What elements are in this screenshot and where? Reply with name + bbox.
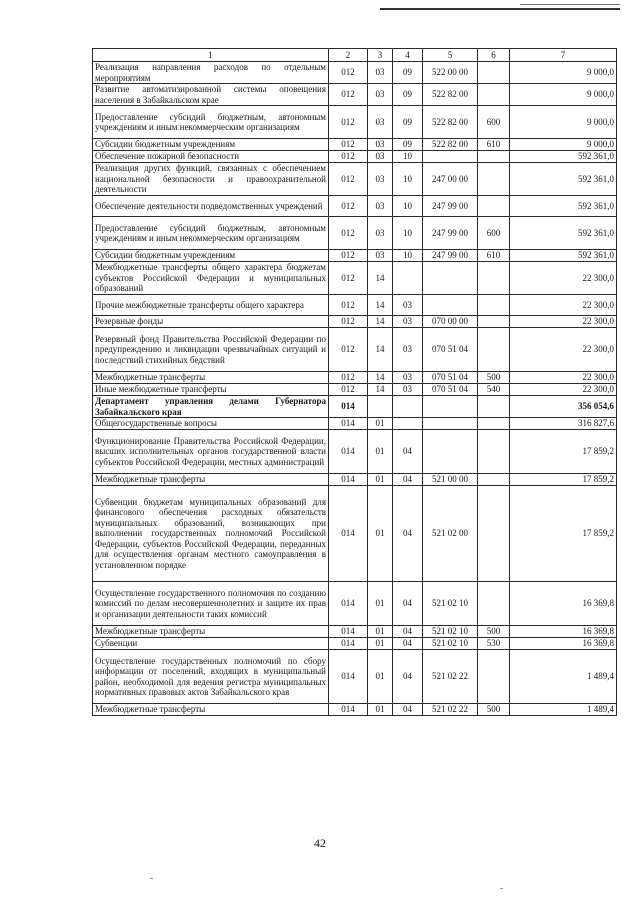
row-col-2: 014 — [329, 474, 368, 486]
row-col-3: 14 — [368, 384, 393, 396]
row-col-7: 16 369,8 — [510, 626, 617, 638]
table-row — [93, 582, 617, 626]
row-col-3: 01 — [368, 474, 393, 486]
row-col-4: 10 — [393, 163, 423, 196]
table-row — [93, 196, 617, 217]
row-col-6 — [478, 418, 510, 430]
row-col-3: 01 — [368, 626, 393, 638]
row-col-2: 014 — [329, 650, 368, 704]
row-col-3: 01 — [368, 418, 393, 430]
row-col-2: 012 — [329, 316, 368, 328]
row-col-5: 070 51 04 — [423, 328, 478, 372]
scan-speck — [150, 878, 153, 879]
row-col-7: 22 300,0 — [510, 372, 617, 384]
row-col-5: 521 02 22 — [423, 704, 478, 716]
row-name: Межбюджетные трансферты общего характера бюджетам субъектов Российской Федерации и муниципальных образований — [93, 262, 329, 295]
header-col-5: 5 — [423, 49, 478, 62]
row-col-7: 17 859,2 — [510, 486, 617, 582]
row-col-3: 03 — [368, 139, 393, 151]
row-col-6 — [478, 62, 510, 84]
row-col-5: 521 02 00 — [423, 486, 478, 582]
header-col-7: 7 — [510, 49, 617, 62]
row-col-5: 522 82 00 — [423, 139, 478, 151]
row-col-4: 09 — [393, 62, 423, 84]
row-col-7: 22 300,0 — [510, 295, 617, 316]
row-col-4: 04 — [393, 486, 423, 582]
header-col-4: 4 — [393, 49, 423, 62]
row-col-4: 10 — [393, 151, 423, 163]
row-col-7: 592 361,0 — [510, 151, 617, 163]
row-col-4: 04 — [393, 582, 423, 626]
row-name: Прочие межбюджетные трансферты общего характера — [93, 295, 329, 316]
table-row — [93, 650, 617, 704]
row-col-3: 03 — [368, 151, 393, 163]
row-col-7: 9 000,0 — [510, 139, 617, 151]
row-col-2: 012 — [329, 84, 368, 106]
row-col-4 — [393, 262, 423, 295]
table-row — [93, 316, 617, 328]
row-col-6 — [478, 84, 510, 106]
row-col-7: 17 859,2 — [510, 474, 617, 486]
row-col-7: 22 300,0 — [510, 328, 617, 372]
row-col-5: 247 99 00 — [423, 250, 478, 262]
table-row — [93, 106, 617, 139]
row-col-4: 10 — [393, 196, 423, 217]
row-col-3: 14 — [368, 262, 393, 295]
row-name: Реализация других функций, связанных с обеспечением национальной безопасности и правоохранительной деятельности — [93, 163, 329, 196]
row-col-6 — [478, 316, 510, 328]
row-col-4: 03 — [393, 316, 423, 328]
row-col-4: 09 — [393, 84, 423, 106]
row-col-3: 01 — [368, 704, 393, 716]
row-col-6 — [478, 295, 510, 316]
row-col-4: 09 — [393, 139, 423, 151]
table-row — [93, 250, 617, 262]
row-name: Иные межбюджетные трансферты — [93, 384, 329, 396]
row-col-6 — [478, 486, 510, 582]
table-row — [93, 704, 617, 716]
row-col-5: 521 02 10 — [423, 582, 478, 626]
row-name: Осуществление государственного полномочия по созданию комиссий по делам несовершеннолетних и защите их прав и организации деятельности таких комиссий — [93, 582, 329, 626]
row-col-4 — [393, 396, 423, 418]
row-col-5: 247 99 00 — [423, 196, 478, 217]
table-header-row — [93, 49, 617, 62]
row-col-2: 012 — [329, 262, 368, 295]
row-col-4: 04 — [393, 704, 423, 716]
row-col-7: 9 000,0 — [510, 84, 617, 106]
row-col-4: 04 — [393, 650, 423, 704]
row-col-6 — [478, 582, 510, 626]
row-col-5: 522 00 00 — [423, 62, 478, 84]
row-col-4 — [393, 418, 423, 430]
table-row — [93, 430, 617, 474]
row-col-4: 03 — [393, 384, 423, 396]
row-col-3 — [368, 396, 393, 418]
table-row — [93, 328, 617, 372]
row-col-6: 600 — [478, 106, 510, 139]
row-col-5: 070 51 04 — [423, 372, 478, 384]
row-name: Межбюджетные трансферты — [93, 474, 329, 486]
row-col-6: 610 — [478, 250, 510, 262]
row-col-2: 014 — [329, 582, 368, 626]
row-col-5: 070 51 04 — [423, 384, 478, 396]
row-col-5 — [423, 430, 478, 474]
row-col-2: 012 — [329, 151, 368, 163]
header-col-1: 1 — [93, 49, 329, 62]
row-col-4: 04 — [393, 430, 423, 474]
row-name: Предоставление субсидий бюджетным, автономным учреждениям и иным некоммерческим организациям — [93, 106, 329, 139]
row-col-3: 03 — [368, 163, 393, 196]
row-col-5 — [423, 295, 478, 316]
row-col-6 — [478, 396, 510, 418]
row-col-6 — [478, 262, 510, 295]
top-rule — [380, 8, 620, 10]
row-col-5: 070 00 00 — [423, 316, 478, 328]
row-col-7: 1 489,4 — [510, 704, 617, 716]
table-row — [93, 384, 617, 396]
row-col-7: 22 300,0 — [510, 384, 617, 396]
row-col-7: 356 054,6 — [510, 396, 617, 418]
row-col-4: 03 — [393, 295, 423, 316]
row-col-5: 522 82 00 — [423, 84, 478, 106]
row-name: Общегосударственные вопросы — [93, 418, 329, 430]
scan-speck — [500, 888, 503, 889]
row-col-5 — [423, 396, 478, 418]
row-col-3: 01 — [368, 638, 393, 650]
row-col-6: 610 — [478, 139, 510, 151]
row-col-2: 014 — [329, 396, 368, 418]
row-col-2: 014 — [329, 486, 368, 582]
row-col-6 — [478, 474, 510, 486]
row-col-7: 592 361,0 — [510, 163, 617, 196]
table-row — [93, 217, 617, 250]
row-col-2: 014 — [329, 430, 368, 474]
row-col-7: 22 300,0 — [510, 262, 617, 295]
header-col-6: 6 — [478, 49, 510, 62]
row-col-6 — [478, 151, 510, 163]
row-col-3: 14 — [368, 295, 393, 316]
row-col-5: 522 82 00 — [423, 106, 478, 139]
row-col-3: 14 — [368, 328, 393, 372]
row-col-5: 521 02 10 — [423, 638, 478, 650]
table-body — [93, 62, 617, 716]
row-col-3: 14 — [368, 372, 393, 384]
row-col-7: 592 361,0 — [510, 250, 617, 262]
row-col-4: 09 — [393, 106, 423, 139]
row-col-7: 592 361,0 — [510, 217, 617, 250]
header-col-2: 2 — [329, 49, 368, 62]
row-name: Субсидии бюджетным учреждениям — [93, 139, 329, 151]
table-row — [93, 84, 617, 106]
row-col-2: 012 — [329, 139, 368, 151]
row-name: Межбюджетные трансферты — [93, 372, 329, 384]
row-col-4: 04 — [393, 626, 423, 638]
row-col-3: 01 — [368, 650, 393, 704]
table-row — [93, 62, 617, 84]
row-name: Субсидии бюджетным учреждениям — [93, 250, 329, 262]
table-row — [93, 139, 617, 151]
row-col-4: 10 — [393, 217, 423, 250]
row-col-6: 600 — [478, 217, 510, 250]
table-row — [93, 262, 617, 295]
row-col-4: 10 — [393, 250, 423, 262]
row-col-2: 012 — [329, 217, 368, 250]
table-row — [93, 295, 617, 316]
row-col-2: 012 — [329, 372, 368, 384]
row-name: Межбюджетные трансферты — [93, 704, 329, 716]
row-col-3: 01 — [368, 430, 393, 474]
row-col-2: 012 — [329, 384, 368, 396]
table-row — [93, 486, 617, 582]
row-col-3: 01 — [368, 582, 393, 626]
table-row — [93, 638, 617, 650]
row-col-2: 014 — [329, 704, 368, 716]
table-row — [93, 151, 617, 163]
table-row — [93, 474, 617, 486]
table-row — [93, 418, 617, 430]
row-name: Межбюджетные трансферты — [93, 626, 329, 638]
row-col-4: 04 — [393, 638, 423, 650]
row-col-5 — [423, 418, 478, 430]
row-col-5: 521 02 10 — [423, 626, 478, 638]
row-col-7: 9 000,0 — [510, 62, 617, 84]
row-col-6 — [478, 430, 510, 474]
row-col-7: 316 827,6 — [510, 418, 617, 430]
row-col-7: 9 000,0 — [510, 106, 617, 139]
row-name: Резервный фонд Правительства Российской Федерации по предупреждению и ликвидации чрезвычайных ситуаций и последствий стихийных бедствий — [93, 328, 329, 372]
row-col-6: 500 — [478, 704, 510, 716]
row-col-3: 03 — [368, 106, 393, 139]
row-col-3: 03 — [368, 250, 393, 262]
row-col-2: 014 — [329, 418, 368, 430]
row-col-2: 012 — [329, 295, 368, 316]
row-col-3: 03 — [368, 217, 393, 250]
row-col-3: 14 — [368, 316, 393, 328]
row-name: Обеспечение деятельности подведомственных учреждений — [93, 196, 329, 217]
row-col-7: 17 859,2 — [510, 430, 617, 474]
row-name: Субвенции — [93, 638, 329, 650]
row-col-3: 03 — [368, 196, 393, 217]
row-name: Осуществление государственных полномочий по сбору информации от поселений, входящих в муниципальный район, необходимой для ведения регистра муниципальных нормативных правовых актов Забайкальского края — [93, 650, 329, 704]
row-col-5: 521 02 22 — [423, 650, 478, 704]
row-name: Реализация направления расходов по отдельным мероприятиям — [93, 62, 329, 84]
row-col-6: 500 — [478, 372, 510, 384]
header-col-3: 3 — [368, 49, 393, 62]
row-name: Субвенции бюджетам муниципальных образований для финансового обеспечения расходных обязательств муниципальных образований, возникающих при выполнении государственных полномочий Российской Федерации, субъектов Российской Федерации, переданных для осуществления органам местного самоуправления в установленном порядке — [93, 486, 329, 582]
table-row — [93, 163, 617, 196]
row-col-6 — [478, 196, 510, 217]
row-col-7: 592 361,0 — [510, 196, 617, 217]
row-name: Функционирование Правительства Российской Федерации, высших исполнительных органов государственной власти субъектов Российской Федерации, местных администраций — [93, 430, 329, 474]
row-col-3: 03 — [368, 62, 393, 84]
row-name: Предоставление субсидий бюджетным, автономным учреждениям и иным некоммерческим организациям — [93, 217, 329, 250]
row-col-7: 22 300,0 — [510, 316, 617, 328]
row-col-2: 012 — [329, 250, 368, 262]
row-col-4: 03 — [393, 328, 423, 372]
budget-table — [92, 48, 617, 716]
row-name: Обеспечение пожарной безопасности — [93, 151, 329, 163]
row-col-6 — [478, 328, 510, 372]
row-name: Департамент управления делами Губернатора Забайкальского края — [93, 396, 329, 418]
table-row — [93, 626, 617, 638]
table-row — [93, 396, 617, 418]
row-col-2: 012 — [329, 328, 368, 372]
row-col-7: 16 369,8 — [510, 638, 617, 650]
row-col-5: 521 00 00 — [423, 474, 478, 486]
row-col-2: 012 — [329, 196, 368, 217]
row-col-3: 01 — [368, 486, 393, 582]
row-col-3: 03 — [368, 84, 393, 106]
row-col-2: 012 — [329, 163, 368, 196]
row-col-6 — [478, 650, 510, 704]
row-col-7: 16 369,8 — [510, 582, 617, 626]
row-col-4: 03 — [393, 372, 423, 384]
row-col-4: 04 — [393, 474, 423, 486]
row-col-2: 012 — [329, 62, 368, 84]
row-col-5: 247 00 00 — [423, 163, 478, 196]
row-name: Резервные фонды — [93, 316, 329, 328]
top-rule-short — [520, 4, 620, 5]
row-col-6 — [478, 163, 510, 196]
row-col-6: 530 — [478, 638, 510, 650]
row-col-5: 247 99 00 — [423, 217, 478, 250]
row-col-2: 014 — [329, 638, 368, 650]
row-col-5 — [423, 262, 478, 295]
row-col-2: 014 — [329, 626, 368, 638]
row-name: Развитие автоматизированной системы оповещения населения в Забайкальском крае — [93, 84, 329, 106]
row-col-5 — [423, 151, 478, 163]
row-col-2: 012 — [329, 106, 368, 139]
table-row — [93, 372, 617, 384]
row-col-6: 540 — [478, 384, 510, 396]
page-number: 42 — [314, 836, 326, 850]
row-col-7: 1 489,4 — [510, 650, 617, 704]
row-col-6: 500 — [478, 626, 510, 638]
